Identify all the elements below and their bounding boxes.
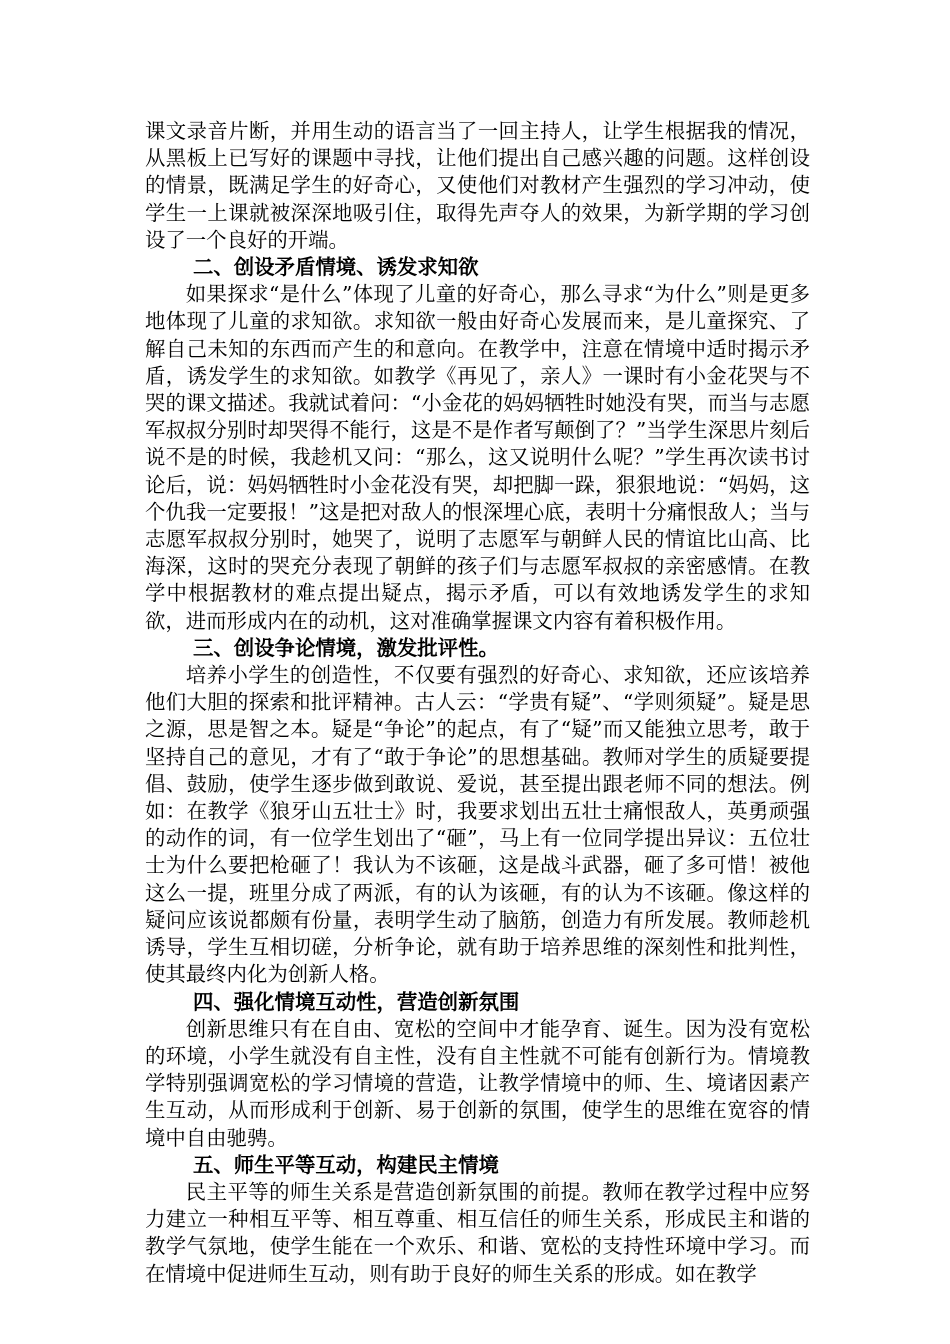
paragraph-section-5: 民主平等的师生关系是营造创新氛围的前提。教师在教学过程中应努力建立一种相互平等、相互尊重、相互信任的师生关系，形成民主和谐的教学气氛地，使学生能在一个欢乐、和谐、宽松的支持性环境中学习。而在情境中促进师生互动，则有助于良好的师生关系的形成。如在教学 <box>145 1179 810 1286</box>
section-heading-3: 三、创设争论情境，激发批评性。 <box>193 635 499 660</box>
document-page <box>145 118 810 1288</box>
paragraph-section-4: 创新思维只有在自由、宽松的空间中才能孕育、诞生。因为没有宽松的环境，小学生就没有自主性，没有自主性就不可能有创新行为。情境教学特别强调宽松的学习情境的营造，让教学情境中的师、生、境诸因素产生互动，从而形成利于创新、易于创新的氛围，使学生的思维在宽容的情境中自由驰骋。 <box>145 1016 810 1150</box>
section-heading-4: 四、强化情境互动性，营造创新氛围 <box>193 989 520 1014</box>
paragraph-section-2: 如果探求“是什么”体现了儿童的好奇心，那么寻求“为什么”则是更多地体现了儿童的求知欲。求知欲一般由好奇心发展而来，是儿童探究、了解自己未知的东西而产生的和意向。在教学中，注意在情境中适时揭示矛盾，诱发学生的求知欲。如教学《再见了，亲人》一课时有小金花哭与不哭的课文描述。我就试着问：“小金花的妈妈牺牲时她没有哭，而当与志愿军叔叔分别时却哭得不能行，这是不是作者写颠倒了？”当学生深思片刻后说不是的时候，我趁机又问：“那么，这又说明什么呢？”学生再次读书讨论后，说：妈妈牺牲时小金花没有哭，却把脚一跺，狠狠地说：“妈妈，这个仇我一定要报！”这是把对敌人的恨深埋心底，表明十分痛恨敌人；当与志愿军叔叔分别时，她哭了，说明了志愿军与朝鲜人民的情谊比山高、比海深，这时的哭充分表现了朝鲜的孩子们与志愿军叔叔的亲密感情。在教学中根据教材的难点提出疑点，揭示矛盾，可以有效地诱发学生的求知欲，进而形成内在的动机，这对准确掌握课文内容有着积极作用。 <box>145 282 810 633</box>
section-heading-5: 五、师生平等互动，构建民主情境 <box>193 1152 499 1177</box>
paragraph-intro-continued: 课文录音片断，并用生动的语言当了一回主持人，让学生根据我的情况，从黑板上已写好的课题中寻找，让他们提出自己感兴趣的问题。这样创设的情景，既满足学生的好奇心，又使他们对教材产生强烈的学习冲动，使学生一上课就被深深地吸引住，取得先声夺人的效果，为新学期的学习创设了一个良好的开端。 <box>145 119 810 252</box>
paragraph-section-3: 培养小学生的创造性，不仅要有强烈的好奇心、求知欲，还应该培养他们大胆的探索和批评精神。古人云：“学贵有疑”、“学则须疑”。疑是思之源，思是智之本。疑是“争论”的起点，有了“疑”而又能独立思考，敢于坚持自己的意见，才有了“敢于争论”的思想基础。教师对学生的质疑要提倡、鼓励，使学生逐步做到敢说、爱说，甚至提出跟老师不同的想法。例如：在教学《狼牙山五壮士》时，我要求划出五壮士痛恨敌人，英勇顽强的动作的词，有一位学生划出了“砸”，马上有一位同学提出异议：五位壮士为什么要把枪砸了！我认为不该砸，这是战斗武器，砸了多可惜！被他这么一提，班里分成了两派，有的认为该砸，有的认为不该砸。像这样的疑问应该说都颇有份量，表明学生动了脑筋，创造力有所发展。教师趁机诱导，学生互相切磋，分析争论，就有助于培养思维的深刻性和批判性，使其最终内化为创新人格。 <box>145 663 810 987</box>
section-heading-2: 二、创设矛盾情境、诱发求知欲 <box>193 255 479 280</box>
